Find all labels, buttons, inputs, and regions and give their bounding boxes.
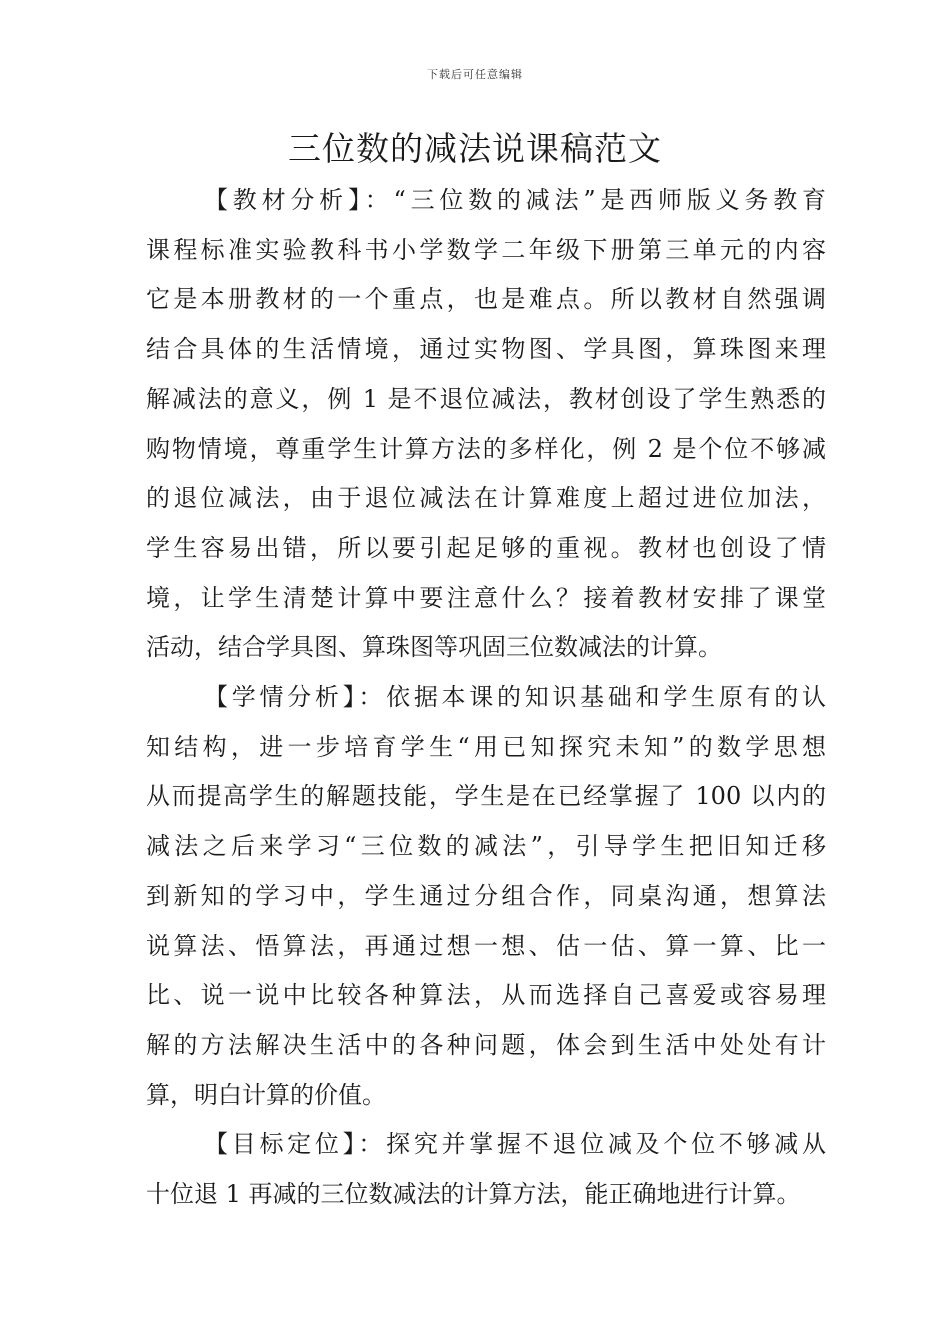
text-line: 从而提高学生的解题技能，学生是在已经掌握了 100 以内的: [146, 782, 826, 811]
text-line: 说算法、悟算法，再通过想一想、估一估、算一算、比一: [146, 931, 826, 960]
text-line: 课程标准实验教科书小学数学二年级下册第三单元的内容: [146, 235, 826, 264]
paragraph-student-analysis: [146, 673, 826, 1120]
text-line: 解的方法解决生活中的各种问题，体会到生活中处处有计: [146, 1030, 826, 1059]
text-line: 活动，结合学具图、算珠图等巩固三位数减法的计算。: [146, 633, 722, 662]
text-line: 学生容易出错，所以要引起足够的重视。教材也创设了情: [146, 533, 826, 562]
header-note: 下载后可任意编辑: [427, 68, 523, 81]
text-line: 比、说一说中比较各种算法，从而选择自己喜爱或容易理: [146, 981, 826, 1010]
text-line: 【教材分析】：“三位数的减法”是西师版义务教育: [204, 186, 826, 214]
text-line: 的退位减法，由于退位减法在计算难度上超过进位加法，: [146, 484, 826, 513]
text-line: 算，明白计算的价值。: [146, 1080, 386, 1109]
text-line: 【目标定位】：探究并掌握不退位减及个位不够减从: [204, 1130, 826, 1159]
text-line: 结合具体的生活情境，通过实物图、学具图，算珠图来理: [146, 335, 826, 364]
text-line: 知结构，进一步培育学生“用已知探究未知”的数学思想: [146, 732, 826, 761]
text-line: 到新知的学习中，学生通过分组合作，同桌沟通，想算法: [146, 881, 826, 910]
text-line: 减法之后来学习“三位数的减法”，引导学生把旧知迁移: [146, 832, 826, 861]
text-line: 解减法的意义，例 1 是不退位减法，教材创设了学生熟悉的: [146, 384, 826, 413]
text-line: 购物情境，尊重学生计算方法的多样化，例 2 是个位不够减: [146, 434, 826, 463]
paragraph-goal-positioning: [146, 1120, 826, 1219]
paragraph-textbook-analysis: [146, 176, 826, 673]
document-body: [146, 176, 826, 1220]
document-title: 三位数的减法说课稿范文: [288, 129, 662, 168]
text-line: 它是本册教材的一个重点，也是难点。所以教材自然强调: [146, 285, 826, 314]
text-line: 十位退 1 再减的三位数减法的计算方法，能正确地进行计算。: [146, 1180, 801, 1209]
text-line: 【学情分析】：依据本课的知识基础和学生原有的认: [204, 683, 826, 712]
text-line: 境，让学生清楚计算中要注意什么？接着教材安排了课堂: [146, 583, 826, 612]
